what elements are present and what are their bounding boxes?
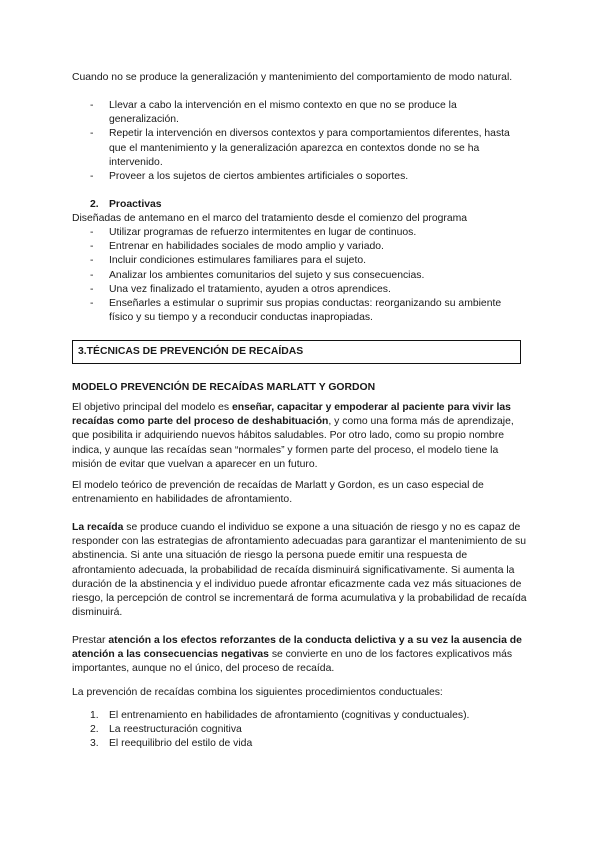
list-item: - Llevar a cabo la intervención en el mismo contexto en que no se produce la generalización. bbox=[90, 99, 520, 127]
p1-end: , y como una forma más de aprendizaje, que posibilita ir adquiriendo nuevos hábitos saludables. Por otro lado, como su propio nombre indica, y aunque las recaídas sean “normales” y formen parte del proceso, el modelo tiene la misión de evitar que vuelvan a aparecer en un futuro. bbox=[72, 416, 514, 470]
model-title: MODELO PREVENCIÓN DE RECAÍDAS MARLATT Y GORDON bbox=[72, 382, 376, 393]
item-text: La reestructuración cognitiva bbox=[109, 724, 242, 736]
proactivas-number: 2. bbox=[90, 199, 99, 210]
p4-emphasis: atención a los efectos reforzantes de la conducta delictiva y a su vez la ausencia de atención a las consecuencias negativas bbox=[72, 635, 522, 661]
p1-start: El objetivo principal del modelo es bbox=[72, 402, 232, 413]
p4-start: Prestar bbox=[72, 635, 109, 646]
list-item: - Una vez finalizado el tratamiento, ayuden a otros aprendices. bbox=[90, 283, 520, 297]
p1-emphasis: enseñar, capacitar y empoderar al paciente para vivir las recaídas como parte del proceso de deshabituación bbox=[72, 402, 511, 428]
list-item: - Utilizar programas de refuerzo intermitentes en lugar de continuos. bbox=[90, 226, 520, 240]
item-number: 2. bbox=[90, 724, 99, 736]
proactivas-intro: Diseñadas de antemano en el marco del tratamiento desde el comienzo del programa bbox=[72, 213, 468, 224]
p3-emphasis: La recaída bbox=[72, 522, 124, 533]
model-paragraph-4 bbox=[72, 634, 528, 677]
list-item bbox=[90, 709, 520, 723]
list-item bbox=[90, 737, 520, 751]
model-paragraph-3 bbox=[72, 521, 528, 620]
procedures-list bbox=[90, 709, 520, 752]
list-item: - Enseñarles a estimular o suprimir sus propias conductas: reorganizando su ambiente físico y su tiempo y a reconducir conductas inapropiadas. bbox=[90, 297, 520, 325]
item-number: 1. bbox=[90, 710, 99, 721]
list-item bbox=[90, 723, 520, 737]
item-text: El reequilibrio del estilo de vida bbox=[109, 738, 253, 750]
intro-paragraph: Cuando no se produce la generalización y mantenimiento del comportamiento de modo natural. bbox=[72, 72, 513, 83]
intro-list bbox=[90, 99, 520, 184]
p4-end: se convierte en uno de los factores explicativos más importantes, aunque no el único, del proceso de recaída. bbox=[72, 649, 513, 675]
list-item: - Repetir la intervención en diversos contextos y para comportamientos diferentes, hasta que el mantenimiento y la generalización aparezca en contextos donde no se ha intervenido. bbox=[90, 127, 520, 170]
model-paragraph-1 bbox=[72, 401, 528, 472]
list-item: - Entrenar en habilidades sociales de modo amplio y variado. bbox=[90, 240, 520, 254]
section-3-title-box: 3.TÉCNICAS DE PREVENCIÓN DE RECAÍDAS bbox=[72, 340, 521, 364]
item-number: 3. bbox=[90, 738, 99, 750]
model-paragraph-2: El modelo teórico de prevención de recaídas de Marlatt y Gordon, es un caso especial de entrenamiento en habilidades de afrontamiento. bbox=[72, 480, 484, 506]
item-text: El entrenamiento en habilidades de afrontamiento (cognitivas y conductuales). bbox=[109, 710, 470, 721]
proactivas-title: Proactivas bbox=[109, 199, 162, 210]
p3-rest: se produce cuando el individuo se expone a una situación de riesgo y no es capaz de responder con las estrategias de afrontamiento adecuadas para garantizar el mantenimiento de su abstinencia. Si ante una situación de riesgo la persona puede emitir una respuesta de afrontamiento adecuada, la probabilidad de recaída disminuirá significativamente. Si aumenta la duración de la abstinencia y el individuo puede afrontar eficazmente cada vez más situaciones de riesgo, la percepción de control se incrementará de forma acumulativa y la probabilidad de recaída disminuirá. bbox=[72, 522, 527, 619]
list-item: - Incluir condiciones estimulares familiares para el sujeto. bbox=[90, 254, 520, 268]
proactivas-heading bbox=[90, 198, 162, 212]
model-paragraph-5: La prevención de recaídas combina los siguientes procedimientos conductuales: bbox=[72, 687, 443, 698]
list-item: - Proveer a los sujetos de ciertos ambientes artificiales o soportes. bbox=[90, 170, 520, 184]
proactivas-list bbox=[90, 226, 520, 325]
list-item: - Analizar los ambientes comunitarios del sujeto y sus consecuencias. bbox=[90, 269, 520, 283]
